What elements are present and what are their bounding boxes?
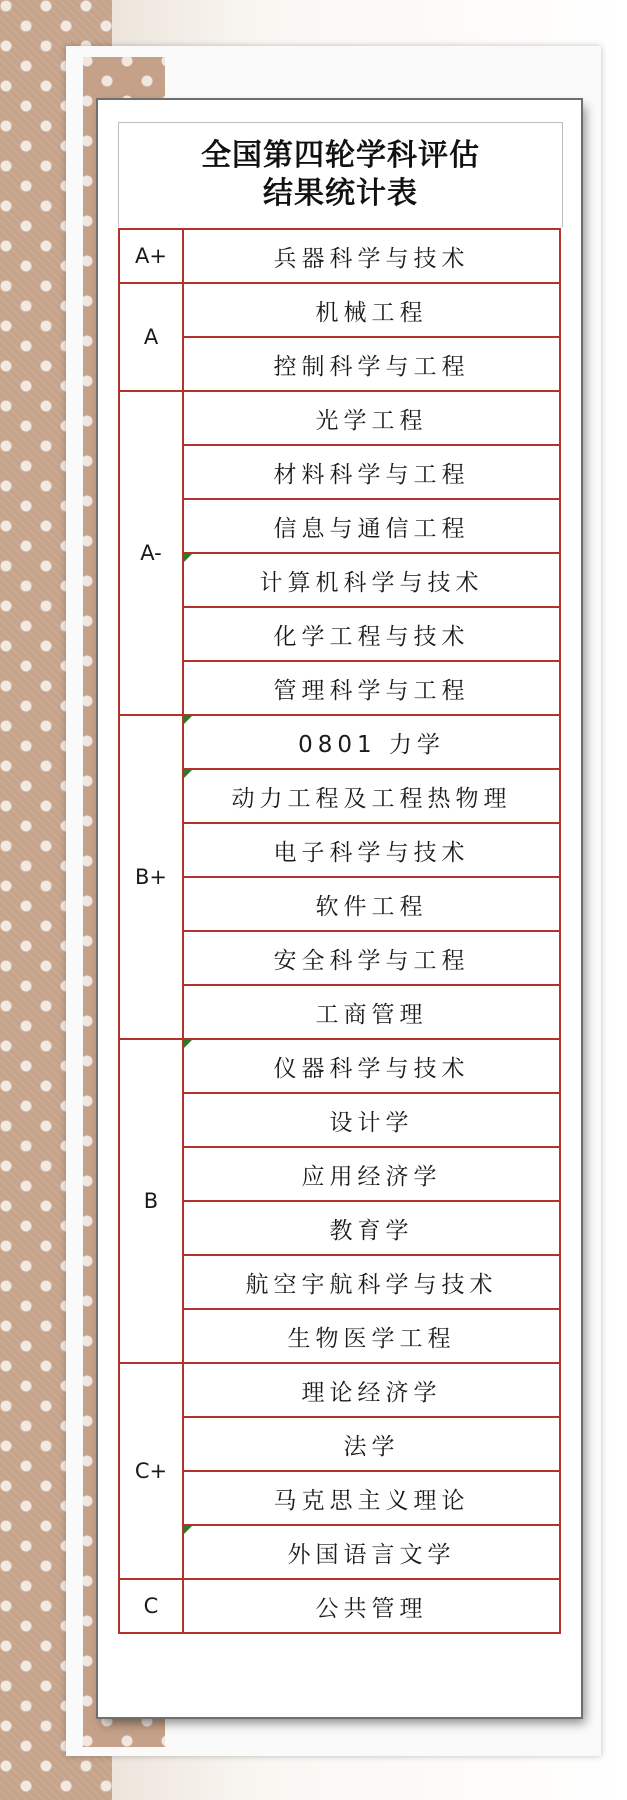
- subject-name: 机械工程: [315, 299, 428, 326]
- subject-name: 应用经济学: [301, 1163, 442, 1190]
- grade-cell: B+: [119, 715, 183, 1039]
- subject-name: 马克思主义理论: [273, 1487, 470, 1514]
- subject-name: 0801 力学: [298, 731, 445, 758]
- subject-name: 材料科学与工程: [273, 461, 470, 488]
- subject-cell: [183, 715, 560, 769]
- subject-name: 外国语言文学: [287, 1541, 456, 1568]
- subject-cell: [183, 1471, 560, 1525]
- subject-cell: [183, 445, 560, 499]
- cell-comment-marker-icon: [184, 1526, 192, 1534]
- table-row: [119, 1579, 560, 1633]
- table-row: [119, 1525, 560, 1579]
- grade-cell: A+: [119, 229, 183, 283]
- table-row: [119, 715, 560, 769]
- grade-cell: A: [119, 283, 183, 391]
- subject-name: 光学工程: [315, 407, 428, 434]
- table-row: [119, 229, 560, 283]
- table-row: [119, 823, 560, 877]
- subject-name: 教育学: [329, 1217, 414, 1244]
- subject-name: 软件工程: [315, 893, 428, 920]
- grade-cell: A-: [119, 391, 183, 715]
- subject-cell: [183, 1579, 560, 1633]
- subject-cell: [183, 1525, 560, 1579]
- subject-name: 仪器科学与技术: [273, 1055, 470, 1082]
- table-title-box: [118, 122, 563, 227]
- cell-comment-marker-icon: [184, 1040, 192, 1048]
- table-row: [119, 877, 560, 931]
- table-row: [119, 1201, 560, 1255]
- evaluation-results-table: [118, 228, 561, 1634]
- table-row: [119, 1417, 560, 1471]
- subject-name: 管理科学与工程: [273, 677, 470, 704]
- table-row: [119, 337, 560, 391]
- subject-cell: [183, 1309, 560, 1363]
- table-row: [119, 1039, 560, 1093]
- subject-name: 兵器科学与技术: [273, 245, 470, 272]
- subject-cell: [183, 1417, 560, 1471]
- table-row: [119, 1363, 560, 1417]
- subject-name: 电子科学与技术: [273, 839, 470, 866]
- subject-cell: [183, 985, 560, 1039]
- cell-comment-marker-icon: [184, 770, 192, 778]
- table-row: [119, 1255, 560, 1309]
- subject-cell: [183, 661, 560, 715]
- subject-cell: [183, 769, 560, 823]
- subject-cell: [183, 931, 560, 985]
- subject-name: 生物医学工程: [287, 1325, 456, 1352]
- table-row: [119, 661, 560, 715]
- subject-cell: [183, 1147, 560, 1201]
- subject-cell: [183, 553, 560, 607]
- subject-name: 设计学: [329, 1109, 414, 1136]
- subject-cell: [183, 229, 560, 283]
- subject-cell: [183, 499, 560, 553]
- table-row: [119, 1147, 560, 1201]
- results-card: [98, 100, 581, 1717]
- subject-name: 计算机科学与技术: [259, 569, 484, 596]
- subject-cell: [183, 337, 560, 391]
- subject-cell: [183, 283, 560, 337]
- table-row: [119, 769, 560, 823]
- subject-cell: [183, 1039, 560, 1093]
- table-row: [119, 1309, 560, 1363]
- subject-cell: [183, 1201, 560, 1255]
- subject-name: 安全科学与工程: [273, 947, 470, 974]
- subject-name: 公共管理: [315, 1595, 428, 1622]
- table-row: [119, 931, 560, 985]
- cell-comment-marker-icon: [184, 716, 192, 724]
- grade-cell: C: [119, 1579, 183, 1633]
- subject-cell: [183, 391, 560, 445]
- grade-cell: B: [119, 1039, 183, 1363]
- subject-name: 理论经济学: [301, 1379, 442, 1406]
- table-title-line1: 全国第四轮学科评估: [201, 138, 480, 173]
- table-row: [119, 445, 560, 499]
- table-title-line2: 结果统计表: [263, 176, 418, 211]
- table-row: [119, 283, 560, 337]
- grade-cell: C+: [119, 1363, 183, 1579]
- table-row: [119, 553, 560, 607]
- subject-name: 工商管理: [315, 1001, 428, 1028]
- table-row: [119, 1471, 560, 1525]
- table-row: [119, 1093, 560, 1147]
- subject-name: 法学: [343, 1433, 400, 1460]
- subject-name: 信息与通信工程: [273, 515, 470, 542]
- table-row: [119, 607, 560, 661]
- subject-cell: [183, 877, 560, 931]
- subject-cell: [183, 1255, 560, 1309]
- subject-cell: [183, 823, 560, 877]
- subject-cell: [183, 1093, 560, 1147]
- subject-name: 化学工程与技术: [273, 623, 470, 650]
- table-row: [119, 985, 560, 1039]
- table-row: [119, 391, 560, 445]
- subject-name: 航空宇航科学与技术: [245, 1271, 498, 1298]
- cell-comment-marker-icon: [184, 554, 192, 562]
- table-row: [119, 499, 560, 553]
- subject-cell: [183, 1363, 560, 1417]
- subject-cell: [183, 607, 560, 661]
- subject-name: 控制科学与工程: [273, 353, 470, 380]
- subject-name: 动力工程及工程热物理: [231, 785, 512, 812]
